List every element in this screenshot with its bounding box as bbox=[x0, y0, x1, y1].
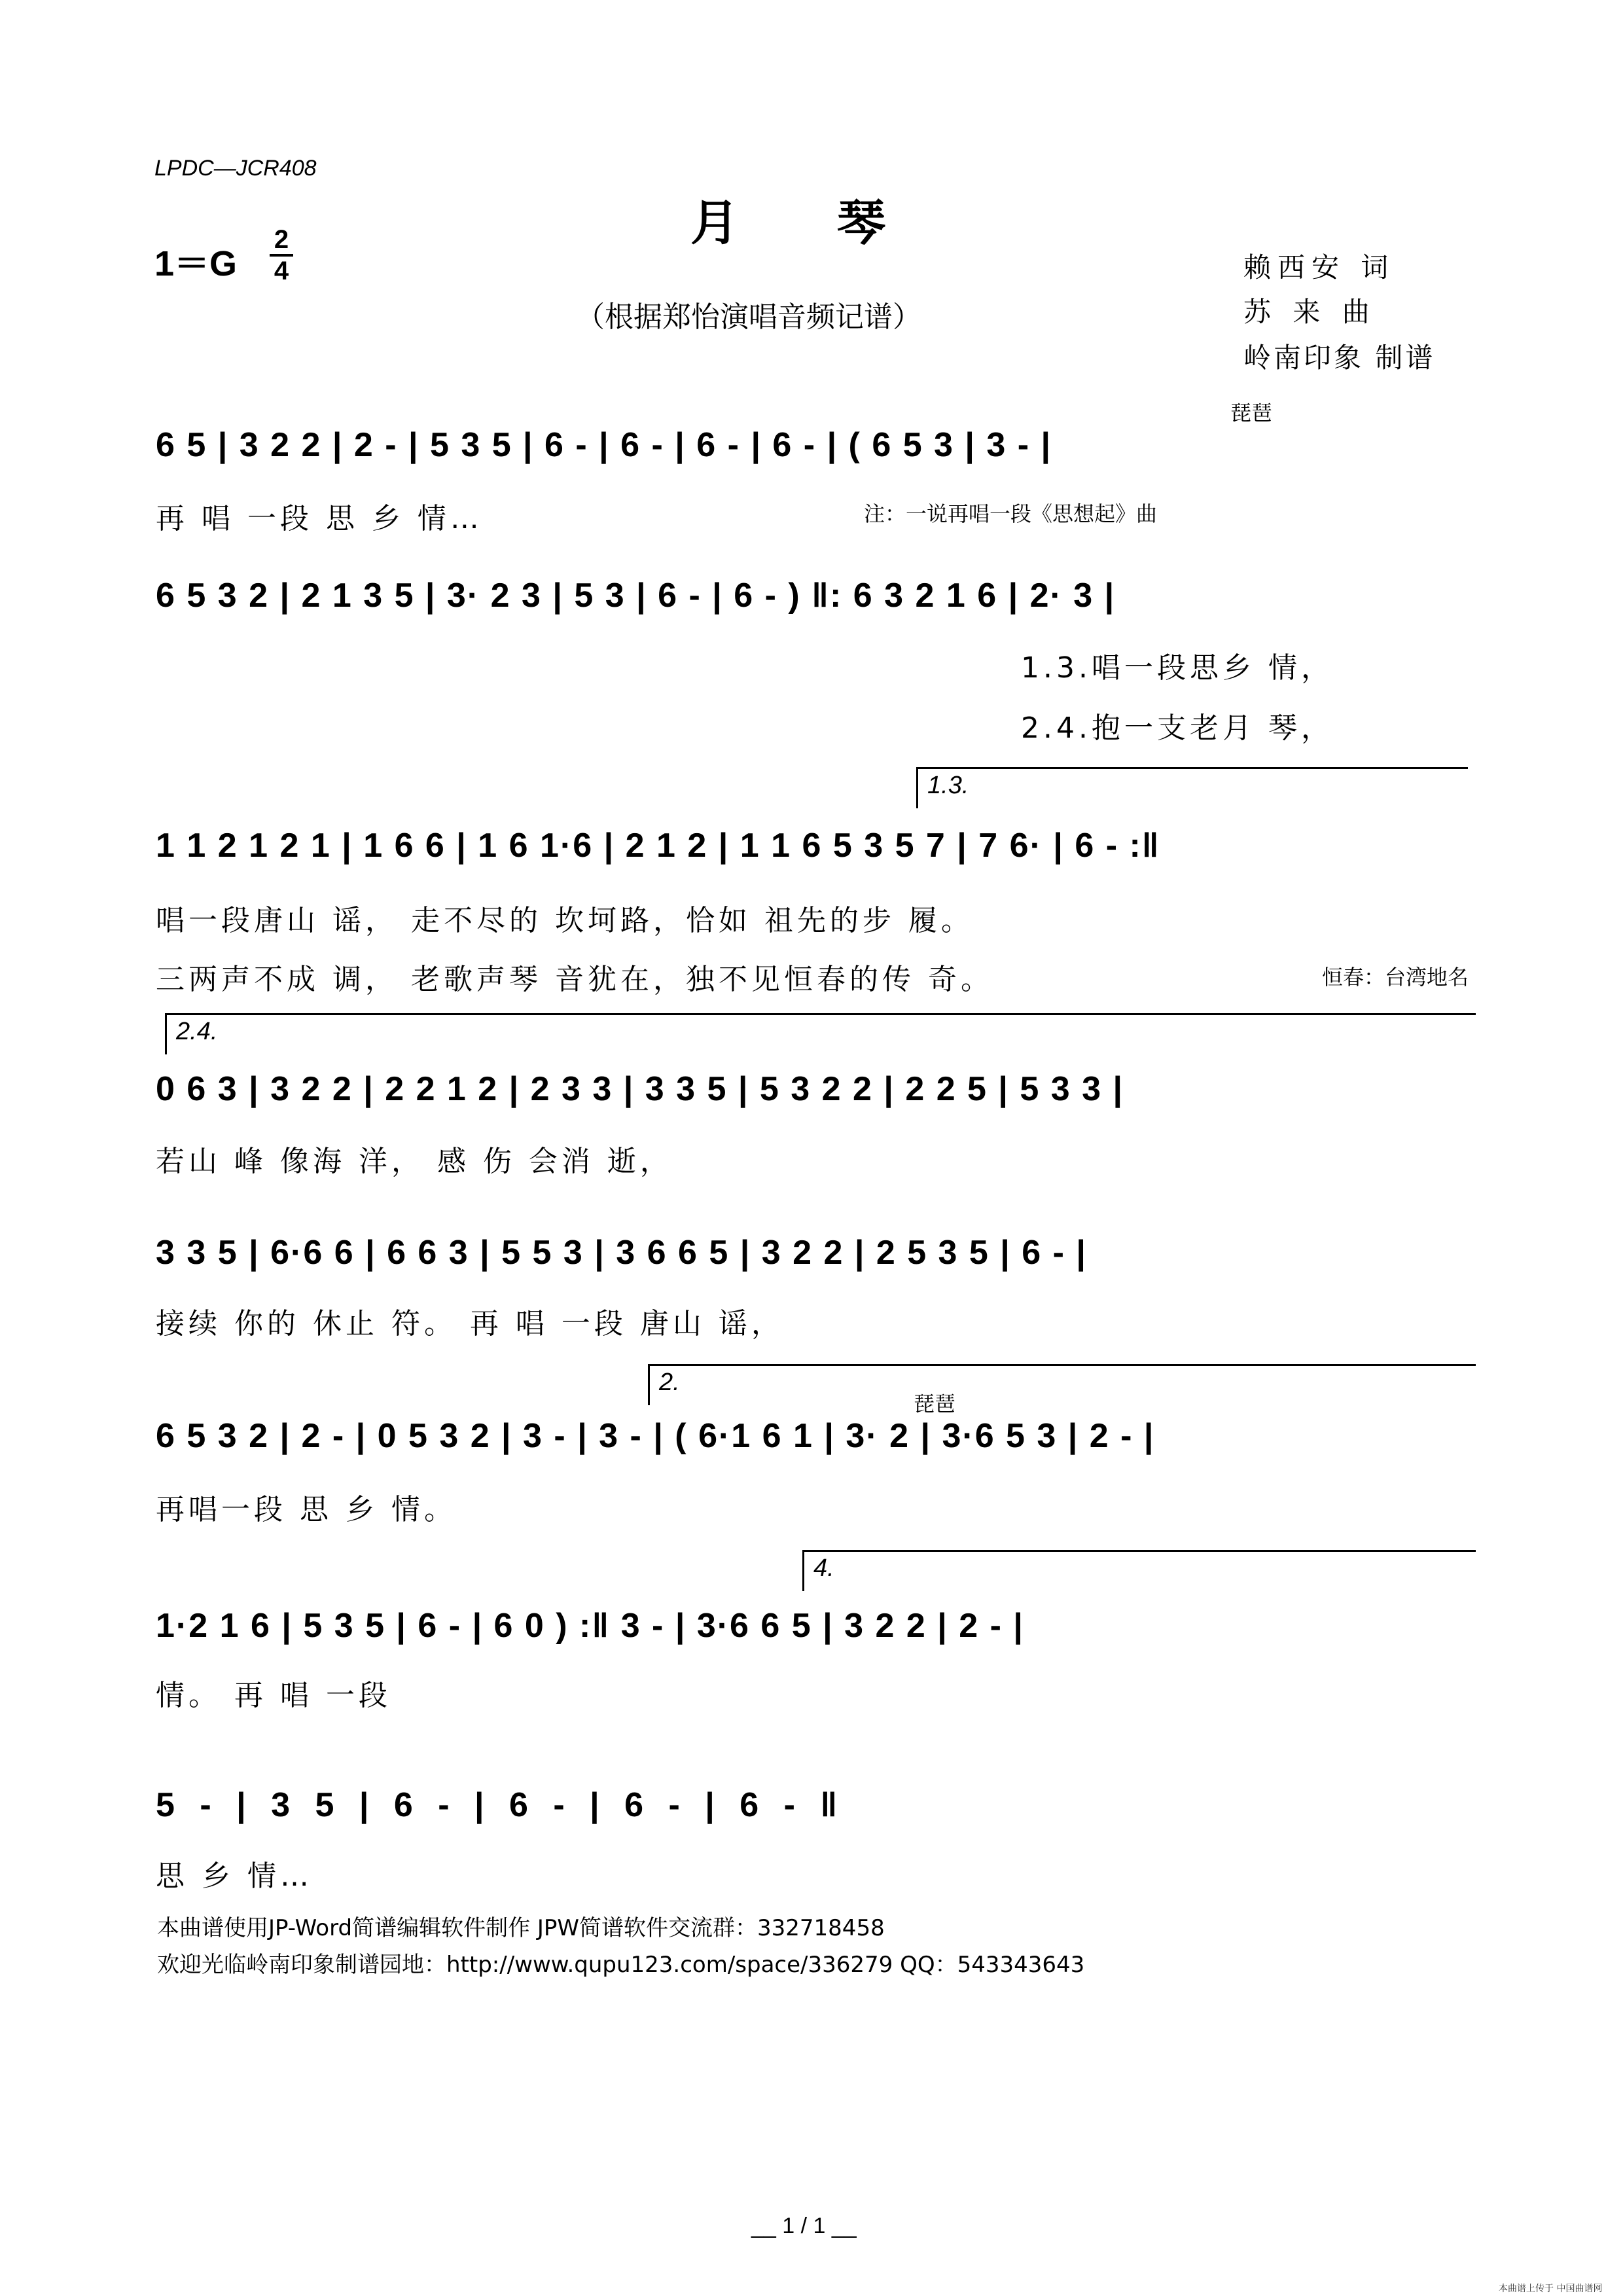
lyric-line: 若山 峰 像海 洋， 感 伤 会消 逝， bbox=[156, 1145, 673, 1178]
lyricist: 赖西安 词 bbox=[1243, 251, 1395, 283]
music-line: 6 5 3 2 | 2 - | 0 5 3 2 | 3 - | 3 - | ( 6·1 6 1 | 3· 2 | 3·6 5 3 | 2 - | bbox=[156, 1417, 1155, 1455]
instrument-label: 琵琶 bbox=[914, 1391, 956, 1416]
lyric-line: 1.3.唱一段思乡 情， bbox=[1021, 651, 1334, 685]
volta-bracket: 1.3. bbox=[916, 767, 1468, 808]
volta-bracket: 2. bbox=[648, 1364, 1476, 1405]
footer-line: 欢迎光临岭南印象制谱园地：http://www.qupu123.com/space/336279 QQ：543343643 bbox=[157, 1952, 1085, 1978]
composer: 苏 来 曲 bbox=[1243, 296, 1376, 328]
time-bottom: 4 bbox=[274, 257, 289, 285]
music-line: 0 6 3 | 3 2 2 | 2 2 1 2 | 2 3 3 | 3 3 5 | 5 3 2 2 | 2 2 5 | 5 3 3 | bbox=[156, 1070, 1124, 1108]
lyric-line: 三两声不成 调， 老歌声琴 音犹在，独不见恒春的传 奇。 bbox=[156, 963, 993, 996]
music-line: 3 3 5 | 6·6 6 | 6 6 3 | 5 5 3 | 3 6 6 5 | 3 2 2 | 2 5 3 5 | 6 - | bbox=[156, 1234, 1087, 1272]
time-signature bbox=[270, 225, 293, 285]
music-line: 1·2 1 6 | 5 3 5 | 6 - | 6 0 ) :‖ 3 - | 3·6 6 5 | 3 2 2 | 2 - | bbox=[156, 1607, 1024, 1645]
lyric-line: 情。 再 唱 一段 bbox=[156, 1679, 391, 1712]
music-line: 5 - | 3 5 | 6 - | 6 - | 6 - | 6 - ‖ bbox=[156, 1786, 839, 1824]
time-top: 2 bbox=[274, 225, 289, 254]
volta-bracket: 2.4. bbox=[165, 1013, 1476, 1054]
music-line: 6 5 | 3 2 2 | 2 - | 5 3 5 | 6 - | 6 - | 6 - | 6 - | ( 6 5 3 | 3 - | bbox=[156, 426, 1052, 464]
music-line: 1 1 2 1 2 1 | 1 6 6 | 1 6 1·6 | 2 1 2 | 1 1 6 5 3 5 7 | 7 6· | 6 - :‖ bbox=[156, 827, 1160, 865]
arranger: 岭南印象 制谱 bbox=[1243, 342, 1436, 374]
site-stamp: 本曲谱上传于 中国曲谱网 bbox=[1499, 2284, 1603, 2294]
volta-bracket: 4. bbox=[802, 1550, 1476, 1591]
lyric-line: 再 唱 一段 思 乡 情… bbox=[156, 502, 483, 535]
footer-line: 本曲谱使用JP-Word简谱编辑软件制作 JPW简谱软件交流群：332718458 bbox=[157, 1915, 885, 1941]
lyric-line: 接续 你的 休止 符。 再 唱 一段 唐山 谣， bbox=[156, 1307, 784, 1340]
lyric-line: 唱一段唐山 谣， 走不尽的 坎坷路，恰如 祖先的步 履。 bbox=[156, 904, 974, 937]
key-signature: 1＝G bbox=[154, 244, 238, 283]
page-number: __ 1 / 1 __ bbox=[751, 2214, 857, 2238]
lyric-line: 2.4.抱一支老月 琴， bbox=[1021, 711, 1334, 745]
instrument-label: 琵琶 bbox=[1230, 401, 1273, 425]
lyric-line: 再唱一段 思 乡 情。 bbox=[156, 1493, 457, 1526]
music-line: 6 5 3 2 | 2 1 3 5 | 3· 2 3 | 5 3 | 6 - | 6 - ) ‖: 6 3 2 1 6 | 2· 3 | bbox=[156, 577, 1116, 615]
annotation: 恒春：台湾地名 bbox=[1322, 965, 1469, 990]
annotation: 注：一说再唱一段《思想起》曲 bbox=[864, 501, 1158, 526]
score-code: LPDC—JCR408 bbox=[154, 156, 317, 181]
song-title: 月琴 bbox=[690, 195, 984, 251]
subtitle: （根据郑怡演唱音频记谱） bbox=[576, 300, 921, 334]
lyric-line: 思 乡 情… bbox=[156, 1859, 313, 1893]
